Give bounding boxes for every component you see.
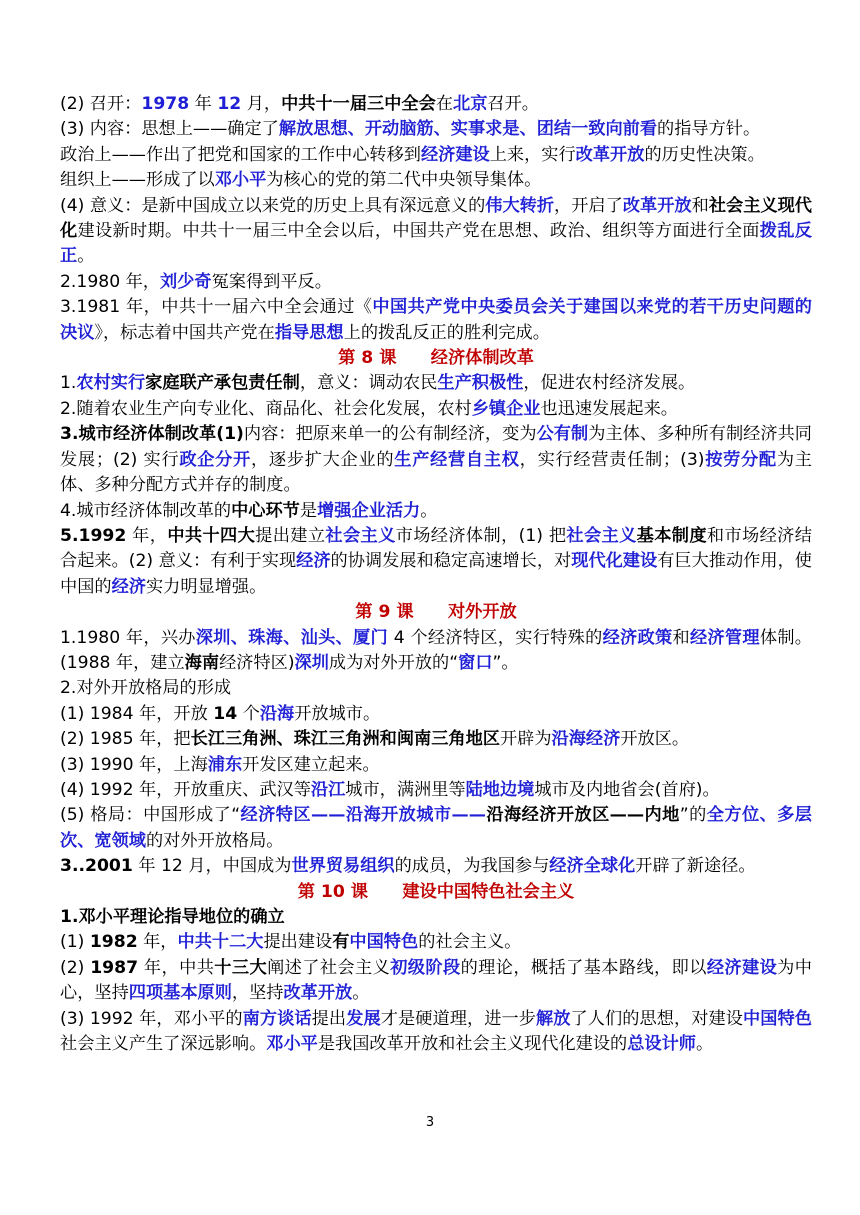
text-run: 了人们的思想，对建设 — [570, 1008, 744, 1029]
text-run: 。 — [77, 246, 95, 267]
highlight-text: 窗口 — [458, 652, 493, 673]
bold-text: 沿海经济开放区——内地 — [485, 805, 680, 826]
text-run: (5) 格局：中国形成了“ — [60, 805, 241, 826]
text-run: ”。 — [492, 652, 519, 673]
highlight-text: 中国特色 — [743, 1008, 812, 1029]
text-run: 年 12 月，中国成为 — [132, 856, 292, 877]
highlight-text: 按劳分配 — [704, 449, 777, 470]
text-run: 组织上——形成了以 — [60, 170, 215, 191]
paragraph — [60, 727, 812, 752]
text-run: 和市场经济结合起来。(2) 意义：有利于实现 — [60, 525, 812, 572]
text-run: (2) — [60, 957, 91, 978]
text-run: (1) 1984 年，开放 — [60, 703, 214, 724]
bold-text: 基本制度 — [636, 525, 707, 546]
highlight-text: 四项基本原则 — [128, 983, 232, 1004]
highlight-text: 乡镇企业 — [471, 398, 541, 419]
text-run: 年， — [126, 525, 168, 546]
highlight-text: 经济建设 — [706, 957, 778, 978]
text-run: (1) — [60, 932, 90, 953]
page-number: 3 — [425, 1115, 435, 1130]
highlight-text: 初级阶段 — [390, 957, 461, 978]
paragraph — [60, 168, 812, 193]
text-run: 的协调发展和稳定高速增长，对 — [330, 551, 572, 572]
text-run: 成为对外开放的“ — [328, 652, 459, 673]
highlight-text: 增强企业活力 — [317, 500, 421, 521]
highlight-text: 全方位、多层次、宽领域 — [60, 805, 812, 851]
paragraph — [60, 117, 812, 142]
bold-text: 中共十一届三中全会 — [281, 94, 436, 114]
text-run: 4.城市经济体制改革的 — [60, 500, 232, 521]
text-run: 为中心，坚持 — [60, 957, 812, 1004]
text-run: 为主体、多种所有制经济共同发展；(2) 实行 — [60, 424, 812, 470]
lesson-heading — [60, 600, 812, 625]
paragraph — [60, 753, 812, 778]
text-run: ，坚持 — [231, 983, 284, 1004]
text-run: 市场经济体制，(1) 把 — [395, 525, 567, 546]
highlight-text: 经济 — [111, 576, 146, 597]
paragraph — [60, 803, 812, 854]
text-run: 2.1980 年， — [60, 271, 160, 292]
heading-text: 第 10 课 建设中国特色社会主义 — [297, 881, 575, 902]
highlight-text: 社会主义 — [566, 525, 637, 546]
text-run: 的历史性决策。 — [644, 144, 765, 165]
text-run: (3) 内容：思想上——确定了 — [60, 119, 279, 140]
text-run: 1.1980 年，兴办 — [60, 627, 196, 648]
text-run: 的社会主义。 — [418, 932, 522, 953]
highlight-text: 经济 — [296, 551, 331, 572]
text-run: 是我国改革开放和社会主义现代化建设的 — [317, 1034, 628, 1055]
text-run: 经济特区) — [219, 652, 295, 673]
text-run: 3.1981 年，中共十一届六中全会通过《 — [60, 297, 373, 318]
highlight-text: 深圳、珠海、汕头、厦门 — [195, 627, 388, 648]
highlight-text: 发展 — [346, 1008, 381, 1029]
text-run: 个 — [237, 703, 260, 724]
bold-text: 社会主义现代化 — [60, 195, 812, 242]
paragraph — [60, 422, 812, 498]
bold-text: 海南 — [184, 652, 220, 673]
text-run: 。 — [352, 983, 370, 1004]
highlight-text: 经济全球化 — [549, 856, 636, 877]
highlight-text: 中国特色 — [349, 932, 419, 953]
highlight-text: 经济政策 — [602, 627, 673, 648]
paragraph — [60, 930, 812, 955]
text-run: 。 — [696, 1034, 714, 1055]
paragraph — [60, 956, 812, 1007]
text-run: ，逐步扩大企业的 — [251, 449, 395, 470]
text-run: ，意义：调动农民 — [299, 373, 438, 394]
text-run: ，实行经营责任制；(3) — [519, 449, 705, 470]
text-run: 是 — [299, 500, 318, 521]
text-run: 提出建立 — [255, 525, 326, 546]
highlight-text: 生产经营自主权 — [394, 449, 520, 470]
highlight-text: 经济管理 — [689, 627, 760, 648]
document-body — [60, 92, 812, 1057]
paragraph — [60, 295, 812, 346]
highlight-text: 陆地边境 — [465, 779, 535, 800]
text-run: 为主体、多种分配方式并存的制度。 — [60, 449, 812, 496]
highlight-text: 沿江 — [310, 779, 346, 800]
paragraph — [60, 1007, 812, 1058]
text-run: 和 — [691, 195, 709, 216]
text-run: 政治上——作出了把党和国家的工作中心转移到 — [60, 144, 421, 165]
text-run: 内容：把原来单一的公有制经济，变为 — [243, 424, 537, 445]
text-run: 提出 — [311, 1008, 347, 1029]
heading-text: 第 8 课 经济体制改革 — [338, 348, 534, 369]
text-run: (4) 意义：是新中国成立以来党的历史上具有深远意义的 — [60, 195, 486, 216]
text-run: 4 个经济特区，实行特殊的 — [387, 627, 603, 648]
highlight-text: 经济建设 — [420, 144, 490, 165]
text-run: 2.随着农业生产向专业化、商品化、社会化发展，农村 — [60, 398, 472, 419]
highlight-text: 沿海经济 — [551, 729, 621, 750]
highlight-text: 公有制 — [536, 424, 589, 445]
highlight-text: 改革开放 — [622, 195, 692, 216]
text-run: 的对外开放格局。 — [145, 830, 284, 851]
paragraph — [60, 397, 812, 422]
bold-text: 3..2001 — [60, 856, 133, 877]
text-run: 年，中共 — [138, 957, 215, 978]
highlight-text: 生产积极性 — [437, 373, 524, 394]
text-run: 的理论，概括了基本路线，即以 — [460, 957, 707, 978]
lesson-heading — [60, 880, 812, 905]
text-run: 开辟为 — [499, 729, 552, 750]
highlight-text: 邓小平 — [266, 1034, 318, 1055]
highlight-text: 政企分开 — [179, 449, 251, 470]
bold-text: 有 — [332, 932, 350, 953]
text-run: 召开。 — [487, 94, 539, 114]
highlight-text: 南方谈话 — [242, 1008, 312, 1029]
text-run: 和 — [672, 627, 690, 648]
bold-text: 家庭联产承包责任制 — [145, 373, 300, 394]
highlight-text: 总设计师 — [627, 1034, 696, 1055]
highlight-text: 拨乱反正 — [60, 221, 812, 267]
text-run: 社会主义产生了深远影响。 — [60, 1034, 267, 1055]
paragraph — [60, 778, 812, 803]
highlight-text: 沿海 — [259, 703, 295, 724]
highlight-text: 解放思想、开动脑筋、实事求是、团结一致向前看 — [278, 119, 658, 140]
bold-text: 中心环节 — [231, 500, 300, 521]
highlight-text: 中共十二大 — [177, 932, 264, 953]
paragraph — [60, 371, 812, 396]
text-run: 也迅速发展起来。 — [540, 398, 678, 419]
text-run: 开发区建立起来。 — [242, 754, 380, 775]
text-run: (2) 召开： — [60, 94, 142, 114]
text-run: 年 — [189, 94, 218, 114]
highlight-text: 改革开放 — [575, 144, 645, 165]
text-run: 城市及内地省会(首府)。 — [534, 779, 720, 800]
bold-text: 中共十四大 — [167, 525, 256, 546]
bold-text: 长江三角洲、珠江三角洲和闽南三角地区 — [190, 729, 500, 750]
text-run: 城市，满洲里等 — [345, 779, 466, 800]
highlight-text: 12 — [217, 94, 242, 114]
highlight-text: 浦东 — [207, 754, 243, 775]
bold-text: 1982 — [89, 932, 138, 953]
text-run: 1. — [60, 373, 77, 394]
text-run: ，促进农村经济发展。 — [523, 373, 696, 394]
paragraph — [60, 626, 812, 677]
text-run: 开放区。 — [620, 729, 690, 750]
highlight-text: 深圳 — [294, 652, 329, 673]
text-run: ，开启了 — [554, 195, 623, 216]
bold-text: 5.1992 — [60, 525, 127, 546]
highlight-text: 指导思想 — [274, 322, 344, 343]
text-run: 才是硬道理，进一步 — [380, 1008, 536, 1029]
paragraph — [60, 524, 812, 600]
text-run: 年， — [137, 932, 178, 953]
text-run: 有巨大推动作用，使中国的 — [60, 551, 812, 597]
highlight-text: 邓小平 — [214, 170, 267, 191]
bold-text: 14 — [213, 703, 238, 724]
paragraph — [60, 270, 812, 295]
text-run: 实力明显增强。 — [145, 576, 267, 597]
heading-text: 第 9 课 对外开放 — [355, 602, 517, 623]
text-run: (3) 1990 年，上海 — [60, 754, 208, 775]
text-run: 的成员，为我国参与 — [394, 856, 550, 877]
text-run: (3) 1992 年，邓小平的 — [60, 1008, 243, 1029]
paragraph — [60, 854, 812, 879]
paragraph — [60, 499, 812, 524]
bold-text: 1987 — [90, 957, 139, 978]
highlight-text: 改革开放 — [283, 983, 353, 1004]
text-run: 为核心的党的第二代中央领导集体。 — [266, 170, 542, 191]
text-run: 2.对外开放格局的形成 — [60, 678, 232, 699]
bold-text: 十三大 — [214, 957, 268, 978]
text-run: (2) 1985 年，把 — [60, 729, 191, 750]
highlight-text: 社会主义 — [325, 525, 396, 546]
highlight-text: 1978 — [141, 94, 190, 114]
paragraph — [60, 905, 812, 930]
text-run: 体制。(1988 年，建立 — [60, 627, 812, 673]
highlight-text: 经济特区——沿海开放城市—— — [240, 805, 486, 826]
text-run: 上来，实行 — [489, 144, 576, 165]
paragraph — [60, 143, 812, 168]
text-run: 上的拨乱反正的胜利完成。 — [343, 322, 550, 343]
text-run: 提出建设 — [263, 932, 333, 953]
bold-text: 3.城市经济体制改革(1) — [60, 424, 244, 445]
highlight-text: 解放 — [535, 1008, 571, 1029]
text-run: 在 — [435, 94, 454, 114]
text-run: 冤案得到平反。 — [211, 271, 332, 292]
text-run: 月， — [241, 94, 282, 114]
bold-text: 1.邓小平理论指导地位的确立 — [60, 907, 285, 927]
text-run: 。 — [420, 500, 438, 521]
text-run: 的指导方针。 — [657, 119, 761, 140]
paragraph — [60, 92, 812, 117]
highlight-text: 世界贸易组织 — [291, 856, 395, 877]
lesson-heading — [60, 346, 812, 371]
text-run: ”的 — [679, 805, 707, 826]
text-run: 开放城市。 — [294, 703, 381, 724]
highlight-text: 伟大转折 — [485, 195, 555, 216]
paragraph — [60, 676, 812, 701]
highlight-text: 北京 — [453, 94, 488, 114]
highlight-text: 中国共产党中央委员会关于建国以来党的若干历史问题的决议 — [60, 297, 812, 343]
paragraph — [60, 194, 812, 270]
highlight-text: 农村实行 — [76, 373, 146, 394]
text-run: 建设新时期。中共十一届三中全会以后，中国共产党在思想、政治、组织等方面进行全面 — [77, 221, 760, 242]
paragraph — [60, 702, 812, 727]
text-run: 开辟了新途径。 — [635, 856, 756, 877]
text-run: 》，标志着中国共产党在 — [94, 322, 275, 343]
text-run: (4) 1992 年，开放重庆、武汉等 — [60, 779, 311, 800]
highlight-text: 刘少奇 — [159, 271, 212, 292]
text-run: 阐述了社会主义 — [267, 957, 391, 978]
highlight-text: 现代化建设 — [571, 551, 658, 572]
